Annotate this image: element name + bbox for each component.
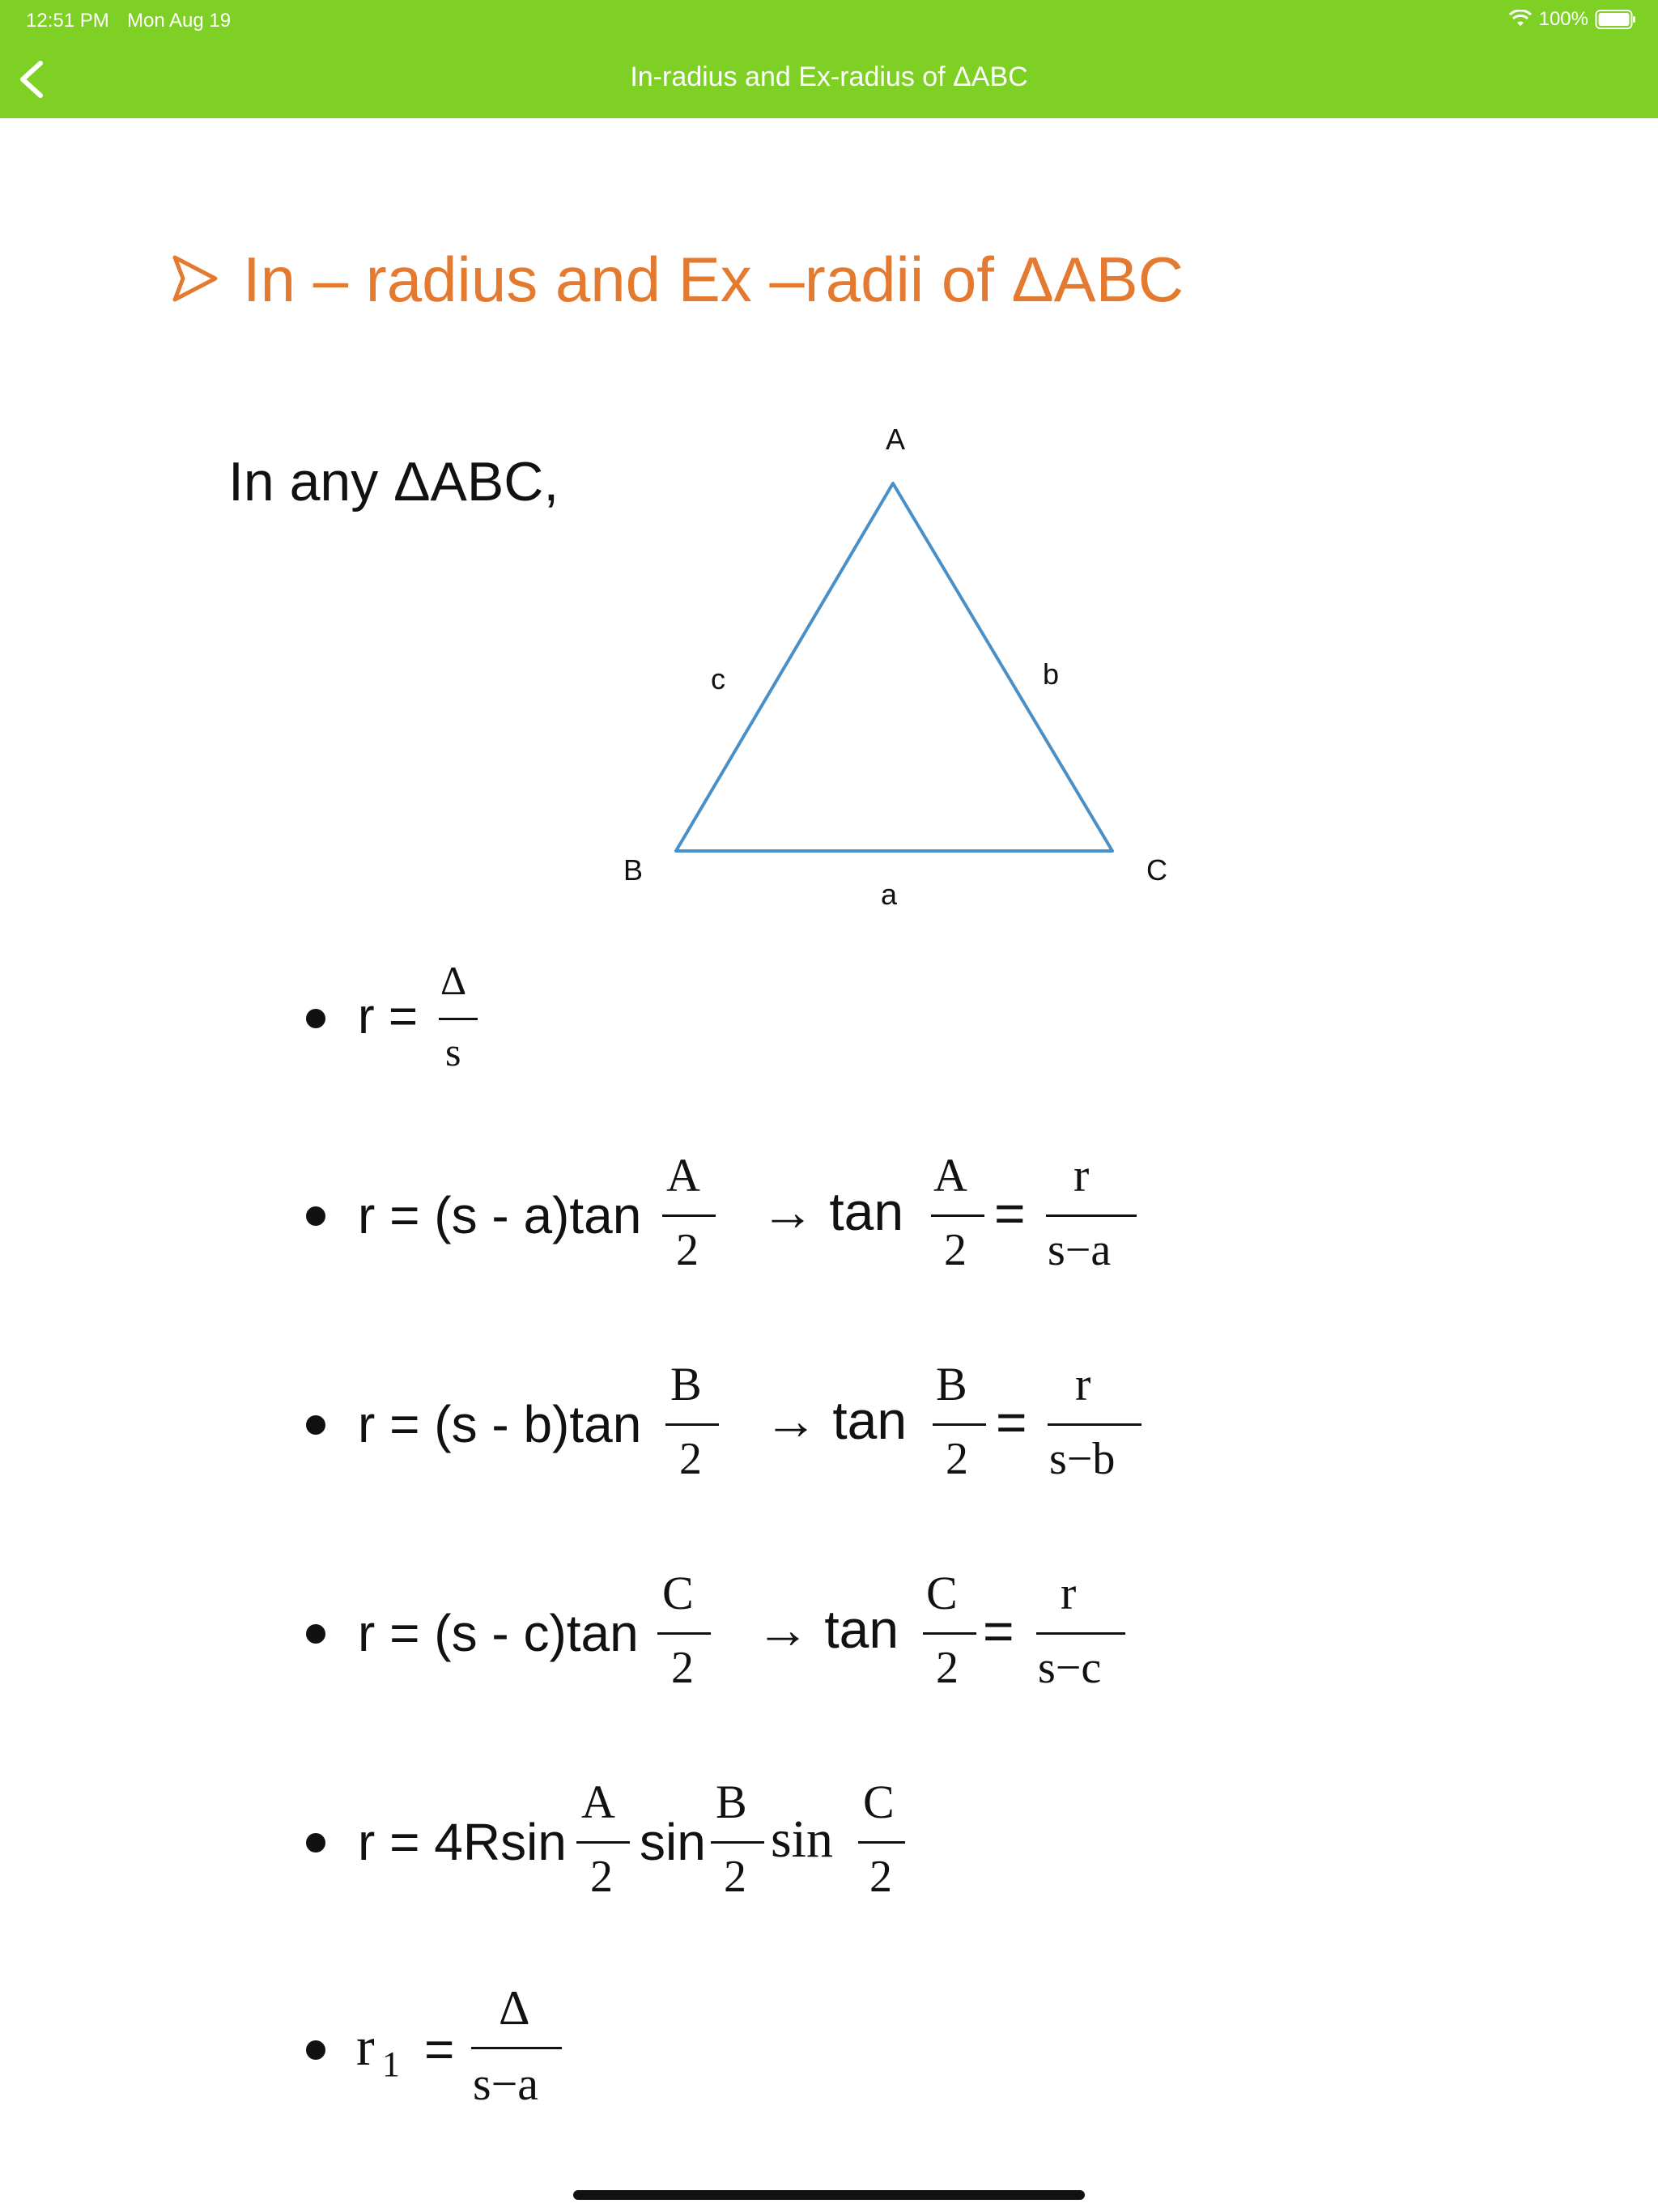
fraction-bar — [1036, 1632, 1125, 1635]
formula-2-numerator-3: r — [1073, 1149, 1090, 1202]
home-indicator[interactable] — [573, 2190, 1085, 2200]
formula-3-numerator-3: r — [1075, 1358, 1091, 1410]
side-c-label: c — [711, 662, 725, 696]
fraction-bar — [923, 1632, 976, 1635]
fraction-bar — [858, 1841, 905, 1844]
bullet-dot — [306, 1624, 325, 1644]
formula-5-numerator-3: C — [863, 1776, 895, 1828]
formula-2-equals: = — [994, 1183, 1026, 1243]
formula-3-lhs: r = (s - b)tan — [358, 1395, 642, 1453]
formula-3-numerator: B — [670, 1358, 702, 1410]
formula-4-denominator-3: s−c — [1038, 1643, 1102, 1693]
fraction-bar — [933, 1423, 986, 1426]
fraction-bar — [439, 1018, 478, 1020]
formula-4-denominator-2: 2 — [936, 1643, 959, 1693]
fraction-bar — [1046, 1214, 1137, 1217]
status-time: 12:51 PM — [26, 10, 109, 32]
formula-6-lhs: r — [356, 2015, 375, 2077]
bullet-dot — [306, 1415, 325, 1435]
fraction-bar — [711, 1841, 764, 1844]
formula-6-equals: = — [424, 2020, 455, 2078]
formula-3-denominator-2: 2 — [946, 1434, 968, 1484]
formula-1-denominator: s — [445, 1029, 461, 1074]
formula-6-numerator: Δ — [499, 1981, 530, 2035]
bullet-dot — [306, 1833, 325, 1853]
fraction-bar — [1048, 1423, 1141, 1426]
formula-5-sin-2: sin — [640, 1813, 706, 1871]
page-title: In-radius and Ex-radius of ΔABC — [630, 62, 1028, 92]
formula-3-denominator-3: s−b — [1049, 1434, 1116, 1484]
formula-2-lhs: r = (s - a)tan — [358, 1186, 642, 1244]
formula-6-denominator: s−a — [473, 2057, 539, 2110]
formula-4-denominator: 2 — [671, 1643, 694, 1693]
formula-4-numerator: C — [662, 1567, 694, 1619]
fraction-bar — [471, 2047, 562, 2049]
side-b-label: b — [1043, 657, 1060, 691]
formula-5-denominator-2: 2 — [724, 1852, 746, 1902]
formula-3-numerator-2: B — [936, 1358, 967, 1410]
formula-2-denominator-3: s−a — [1048, 1225, 1112, 1275]
formula-2-arrow-tan: → tan — [761, 1181, 904, 1241]
formula-4-arrow-tan: → tan — [756, 1599, 899, 1659]
fraction-bar — [576, 1841, 630, 1844]
formula-5-numerator-2: B — [716, 1776, 747, 1828]
fraction-bar — [931, 1214, 984, 1217]
formula-4-equals: = — [983, 1601, 1014, 1661]
formula-5-denominator-3: 2 — [869, 1852, 892, 1902]
formula-1-numerator: Δ — [440, 958, 467, 1003]
intro-text: In any ΔABC, — [228, 451, 559, 513]
bullet-dot — [306, 1009, 325, 1028]
status-date: Mon Aug 19 — [127, 10, 232, 32]
formula-6-subscript: 1 — [382, 2044, 400, 2084]
vertex-c-label: C — [1146, 853, 1167, 887]
formula-4-lhs: r = (s - c)tan — [358, 1604, 639, 1662]
bullet-dot — [306, 1206, 325, 1226]
formula-5-denominator-1: 2 — [590, 1852, 613, 1902]
vertex-b-label: B — [623, 853, 644, 887]
formula-2-denominator-2: 2 — [944, 1225, 967, 1275]
fraction-bar — [657, 1632, 711, 1635]
battery-percent: 100% — [1538, 8, 1588, 30]
formula-3-equals: = — [996, 1392, 1027, 1452]
formula-5-numerator-1: A — [581, 1776, 615, 1828]
slide-title: In – radius and Ex –radii of ΔABC — [243, 244, 1184, 315]
fraction-bar — [665, 1423, 719, 1426]
formula-2-denominator: 2 — [676, 1225, 699, 1275]
bullet-dot — [306, 2040, 325, 2060]
formula-5-lhs: r = 4Rsin — [358, 1813, 567, 1871]
formula-4-numerator-3: r — [1061, 1567, 1077, 1619]
triangle-diagram — [0, 0, 1658, 972]
formula-3-denominator: 2 — [679, 1434, 702, 1484]
fraction-bar — [662, 1214, 716, 1217]
formula-5-sin-3: sin — [771, 1810, 834, 1869]
side-a-label: a — [881, 878, 898, 911]
formula-4-numerator-2: C — [926, 1567, 958, 1619]
formula-2-numerator-2: A — [933, 1149, 967, 1202]
formula-3-arrow-tan: → tan — [764, 1390, 908, 1450]
formula-1-lhs: r = — [358, 989, 419, 1044]
formula-2-numerator: A — [666, 1149, 700, 1202]
vertex-a-label: A — [886, 423, 906, 456]
